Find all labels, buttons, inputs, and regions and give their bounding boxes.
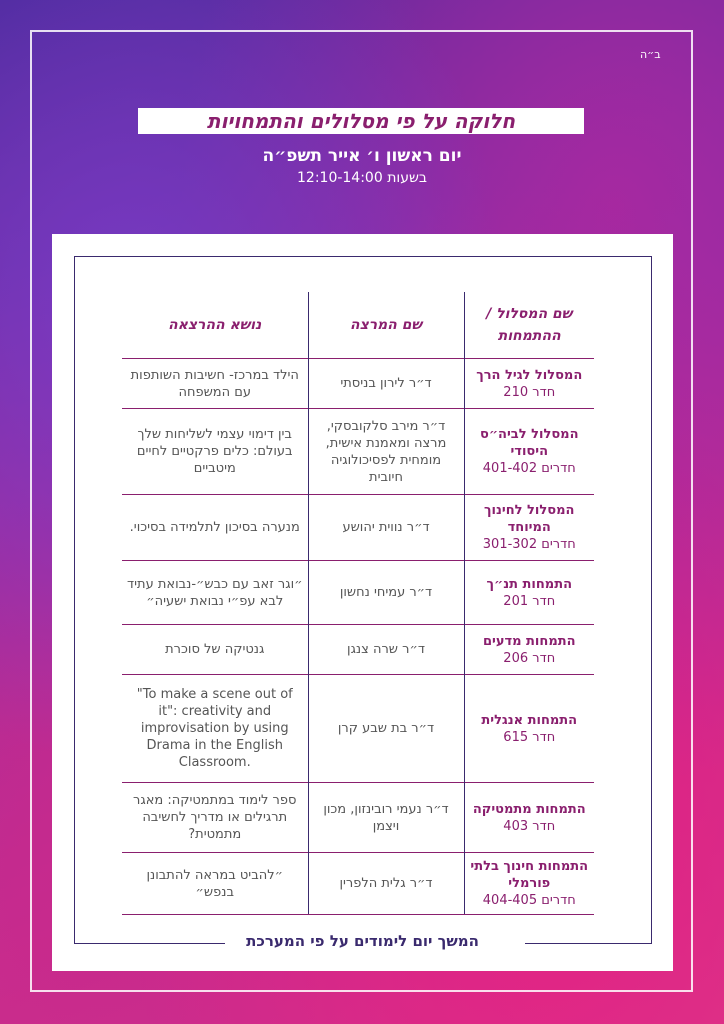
lecturer-cell: ד״ר עמיחי נחשון (308, 561, 464, 625)
lecturer-cell: ד״ר לירון בניסתי (308, 359, 464, 409)
track-name: התמחות אנגלית (481, 712, 578, 728)
lecturer-cell: ד״ר בת שבע קרן (308, 675, 464, 783)
table-header-row (122, 292, 594, 359)
track-cell (464, 561, 594, 625)
track-name: התמחות מתמטיקה (472, 801, 586, 817)
time-range: 12:10-14:00 (297, 170, 383, 186)
track-cell (464, 675, 594, 783)
topic-cell: ״להביט במראה להתבונן בנפש״ (122, 853, 308, 915)
lecturer-cell: ד״ר נעמי רובינזון, מכון ויצמן (308, 783, 464, 853)
topic-cell: גנטיקה של סוכרת (122, 625, 308, 675)
track-room: חדרים 301-302 (482, 537, 576, 552)
topic-cell: ״וגר זאב עם כבש״-נבואת עתיד לבא עפ״י נבואת ישעיה״ (122, 561, 308, 625)
lecturer-cell: ד״ר גלית הלפרין (308, 853, 464, 915)
track-room: חדרים 401-402 (482, 461, 576, 476)
track-room: חדר 403 (503, 818, 556, 834)
table-row (122, 409, 594, 495)
topic-cell: בין דימוי עצמי לשליחות שלך בעולם: כלים פרקטיים לחיים מיטביים (122, 409, 308, 495)
event-date: יום ראשון ו׳ אייר תשפ״ה (262, 146, 462, 166)
page-title: חלוקה על פי מסלולים והתמחויות (206, 109, 516, 133)
header-lecturer: שם המרצה (308, 292, 464, 359)
track-cell (464, 625, 594, 675)
track-room: חדר 210 (503, 384, 556, 400)
track-name: התמחות תנ״ך (486, 576, 573, 592)
table-row (122, 853, 594, 915)
track-cell (464, 409, 594, 495)
table-row (122, 561, 594, 625)
track-room: חדר 615 (503, 729, 556, 745)
table-row (122, 625, 594, 675)
topic-cell: הילד במרכז- חשיבות השותפות עם המשפחה (122, 359, 308, 409)
table-row (122, 783, 594, 853)
lecturer-cell: ד״ר מירב סלקובסקי, מרצה ומאמנת אישית, מומחית לפסיכולוגיה חיובית (308, 409, 464, 495)
track-cell (464, 783, 594, 853)
track-cell (464, 853, 594, 915)
table-row (122, 675, 594, 783)
topic-cell: ספר לימוד במתמטיקה: מאגר תרגילים או מדריך לחשיבה מתמטית? (122, 783, 308, 853)
lecturer-cell: ד״ר נווית יהושע (308, 495, 464, 561)
track-cell (464, 359, 594, 409)
topic-cell: מנערה בסיכון לתלמידה בסיכוי. (122, 495, 308, 561)
track-room: חדרים 404-405 (482, 893, 576, 908)
lecturer-cell: ד״ר שרה צנגן (308, 625, 464, 675)
footer-note: המשך יום לימודים על פי המערכת (246, 932, 479, 950)
track-name: המסלול לביה״ס היסודי (479, 427, 579, 459)
track-room: חדר 201 (503, 593, 556, 609)
page-title-bar (138, 108, 584, 134)
track-name: התמחות מדעים (482, 633, 576, 649)
topic-cell: "To make a scene out of it": creativity and improvisation by using Drama in the English Classroom. (122, 675, 308, 783)
event-time (0, 170, 724, 186)
header-topic: נושא ההרצאה (122, 292, 308, 359)
table-row (122, 495, 594, 561)
track-cell (464, 495, 594, 561)
time-prefix: בשעות (387, 170, 427, 186)
schedule-card (52, 234, 673, 971)
table-row (122, 359, 594, 409)
track-name: המסלול לגיל הרך (476, 367, 583, 383)
track-room: חדר 206 (503, 650, 556, 666)
schedule-table (122, 292, 594, 915)
bh-mark: ב״ה (640, 48, 661, 61)
header-track: שם המסלול / ההתמחות (486, 306, 573, 344)
track-name: התמחות חינוך בלתי פורמלי (470, 859, 589, 891)
track-name: המסלול לחינוך המיוחד (484, 503, 575, 535)
